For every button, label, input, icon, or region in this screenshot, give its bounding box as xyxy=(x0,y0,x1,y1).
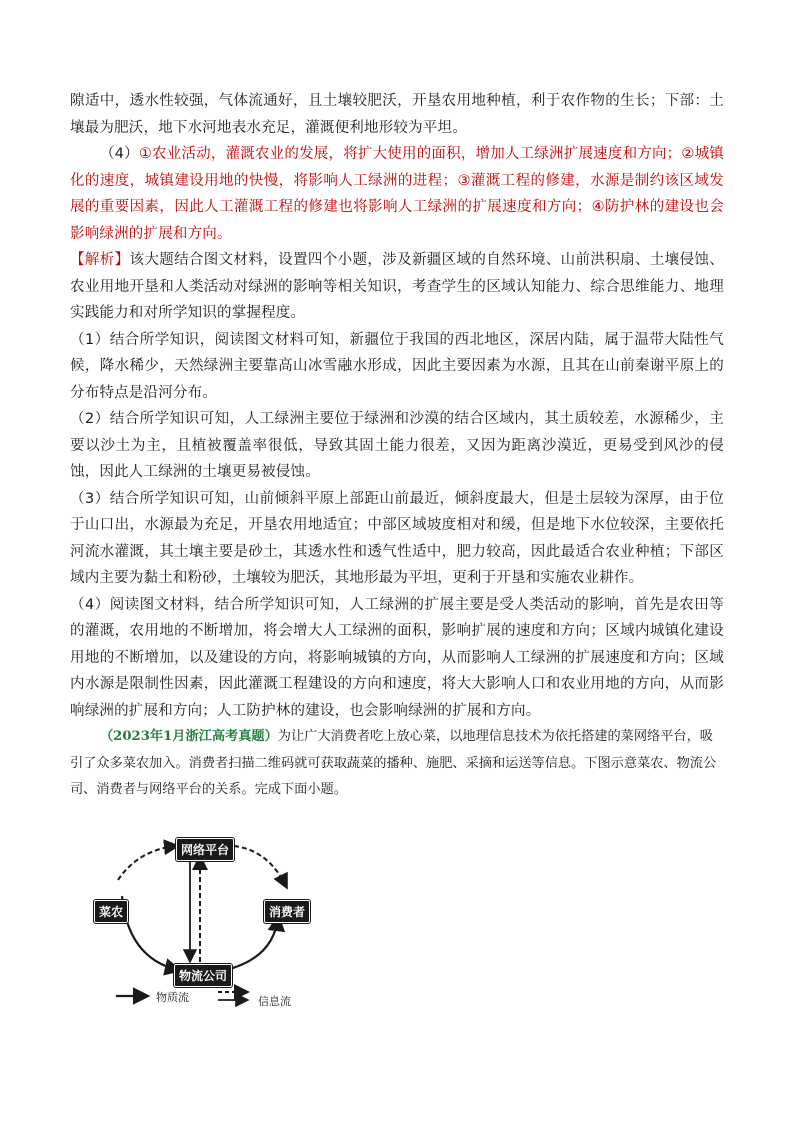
analysis-3: （3）结合所学知识可知，山前倾斜平原上部距山前最近，倾斜度最大，但是土层较为深厚，由于位于山口出，水源最为充足，开垦农用地适宜；中部区域坡度相对和缓，但是地下水位较深，主要依托河流水灌溉，其土壤主要是砂土，其透水性和透气性适中，肥力较高，因此最适合农业种植；下部区域内主要为黏土和粉砂，土壤较为肥沃，其地形最为平坦，更利于开垦和实施农业耕作。 xyxy=(70,490,724,586)
arrow-farmer-to-logistics xyxy=(122,896,178,970)
node-logistics: 物流公司 xyxy=(174,964,232,987)
answer-4-text: ①农业活动，灌溉农业的发展，将扩大使用的面积，增加人工绿洲扩展速度和方向；②城镇化的速度，城镇建设用地的快慢，将影响人工绿洲的进程；③灌溉工程的修建，水源是制约该区域发展的重要因素，因此人工灌溉工程的修建也将影响人工绿洲的扩展速度和方向；④防护林的建设也会影响绿洲的扩展和方向。 xyxy=(70,146,724,242)
analysis-label: 【解析】 xyxy=(70,252,130,268)
paragraph-continuation: 隙适中，透水性较强，气体流通好，且土壤较肥沃，开垦农用地种植，利于农作物的生长；下部：土壤最为肥沃，地下水河地表水充足，灌溉便利地形较为平坦。 xyxy=(70,93,724,136)
node-platform: 网络平台 xyxy=(176,838,234,861)
analysis-4: （4）阅读图文材料，结合所学知识可知，人工绿洲的扩展主要是受人类活动的影响，首先是农田等的灌溉，农用地的不断增加，将会增大人工绿洲的面积，影响扩展的速度和方向；区域内城镇化建设用地的不断增加，以及建设的方向，将影响城镇的方向，从而影响人工绿洲的扩展速度和方向；区域内水源是限制性因素，因此灌溉工程建设的方向和速度，将大大影响人口和农业用地的方向，从而影响绿洲的扩展和方向；人工防护林的建设，也会影响绿洲的扩展和方向。 xyxy=(70,596,724,719)
analysis-text: 该大题结合图文材料，设置四个小题，涉及新疆区域的自然环境、山前洪积扇、土壤侵蚀、农业用地开垦和人类活动对绿洲的影响等相关知识，考查学生的区域认知能力、综合思维能力、地理实践能力和对所学知识的掌握程度。 xyxy=(70,252,724,321)
flow-diagram xyxy=(88,828,328,1018)
document-body xyxy=(70,88,724,804)
question-text: 为让广大消费者吃上放心菜，以地理信息技术为依托搭建的菜网络平台，吸引了众多菜农加入。消费者扫描二维码就可获取蔬菜的播种、施肥、采摘和运送等信息。下图示意菜农、物流公司、消费者与网络平台的关系。完成下面小题。 xyxy=(70,729,717,797)
answer-4 xyxy=(70,141,724,247)
analysis-2: （2）结合所学知识可知，人工绿洲主要位于绿洲和沙漠的结合区域内，其土质较差，水源稀少，主要以沙土为主，且植被覆盖率很低，导致其固土能力很差，又因为距离沙漠近，更易受到风沙的侵蚀，因此人工绿洲的土壤更易被侵蚀。 xyxy=(70,411,724,480)
node-farmer: 菜农 xyxy=(94,900,128,923)
arrow-platform-to-consumer xyxy=(234,846,286,886)
question-source: （2023年1月浙江高考真题） xyxy=(100,729,278,744)
analysis-paragraph xyxy=(70,247,724,327)
answer-4-number: （4） xyxy=(100,146,139,162)
analysis-1: （1）结合所学知识，阅读图文材料可知，新疆位于我国的西北地区，深居内陆，属于温带大陆性气候，降水稀少，天然绿洲主要靠高山冰雪融水形成，因此主要因素为水源，且其在山前秦谢平原上的分布特点是沿河分布。 xyxy=(70,331,724,401)
legend-material-label: 物质流 xyxy=(156,991,189,1004)
node-consumer: 消费者 xyxy=(264,900,310,923)
arrow-farmer-to-platform xyxy=(118,846,176,880)
arrow-logistics-to-consumer xyxy=(226,918,278,970)
question-intro xyxy=(70,724,724,804)
legend-info-label: 信息流 xyxy=(258,995,291,1008)
